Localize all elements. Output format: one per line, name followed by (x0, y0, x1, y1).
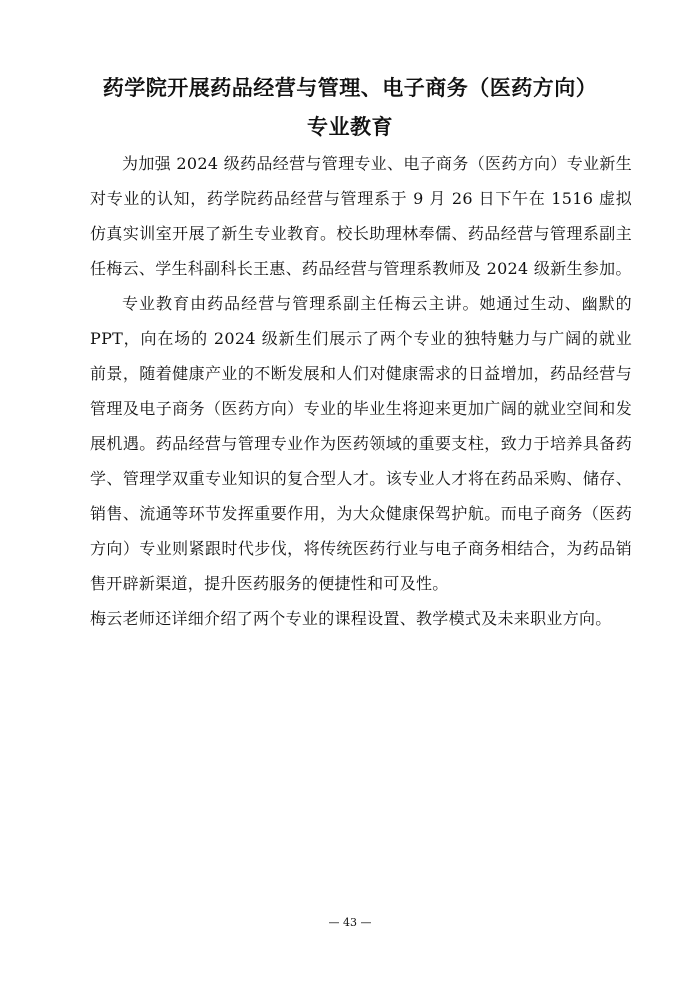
paragraph-1: 为加强 2024 级药品经营与管理专业、电子商务（医药方向）专业新生对专业的认知，药学院药品经营与管理系于 9 月 26 日下午在 1516 虚拟仿真实训室开展了新生专业教育。校长助理林奉儒、药品经营与管理系副主任梅云、学生科副科长王惠、药品经营与管理系教师及 2024 级新生参加。 (90, 154, 632, 278)
page-number: — 43 — (328, 916, 372, 929)
article-body (90, 146, 632, 636)
paragraph-2: 专业教育由药品经营与管理系副主任梅云主讲。她通过生动、幽默的 PPT，向在场的 2024 级新生们展示了两个专业的独特魅力与广阔的就业前景，随着健康产业的不断发展和人们对健康需求的日益增加，药品经营与管理及电子商务（医药方向）专业的毕业生将迎来更加广阔的就业空间和发展机遇。药品经营与管理专业作为医药领域的重要支柱，致力于培养具备药学、管理学双重专业知识的复合型人才。该专业人才将在药品采购、储存、销售、流通等环节发挥重要作用，为大众健康保驾护航。而电子商务（医药方向）专业则紧跟时代步伐，将传统医药行业与电子商务相结合，为药品销售开辟新渠道，提升医药服务的便捷性和可及性。 (90, 294, 632, 593)
document-title-line-2: 专业教育 (307, 115, 393, 139)
paragraph-3: 梅云老师还详细介绍了两个专业的课程设置、教学模式及未来职业方向。 (90, 609, 612, 628)
document-title-line-1: 药学院开展药品经营与管理、电子商务（医药方向） (102, 76, 598, 100)
